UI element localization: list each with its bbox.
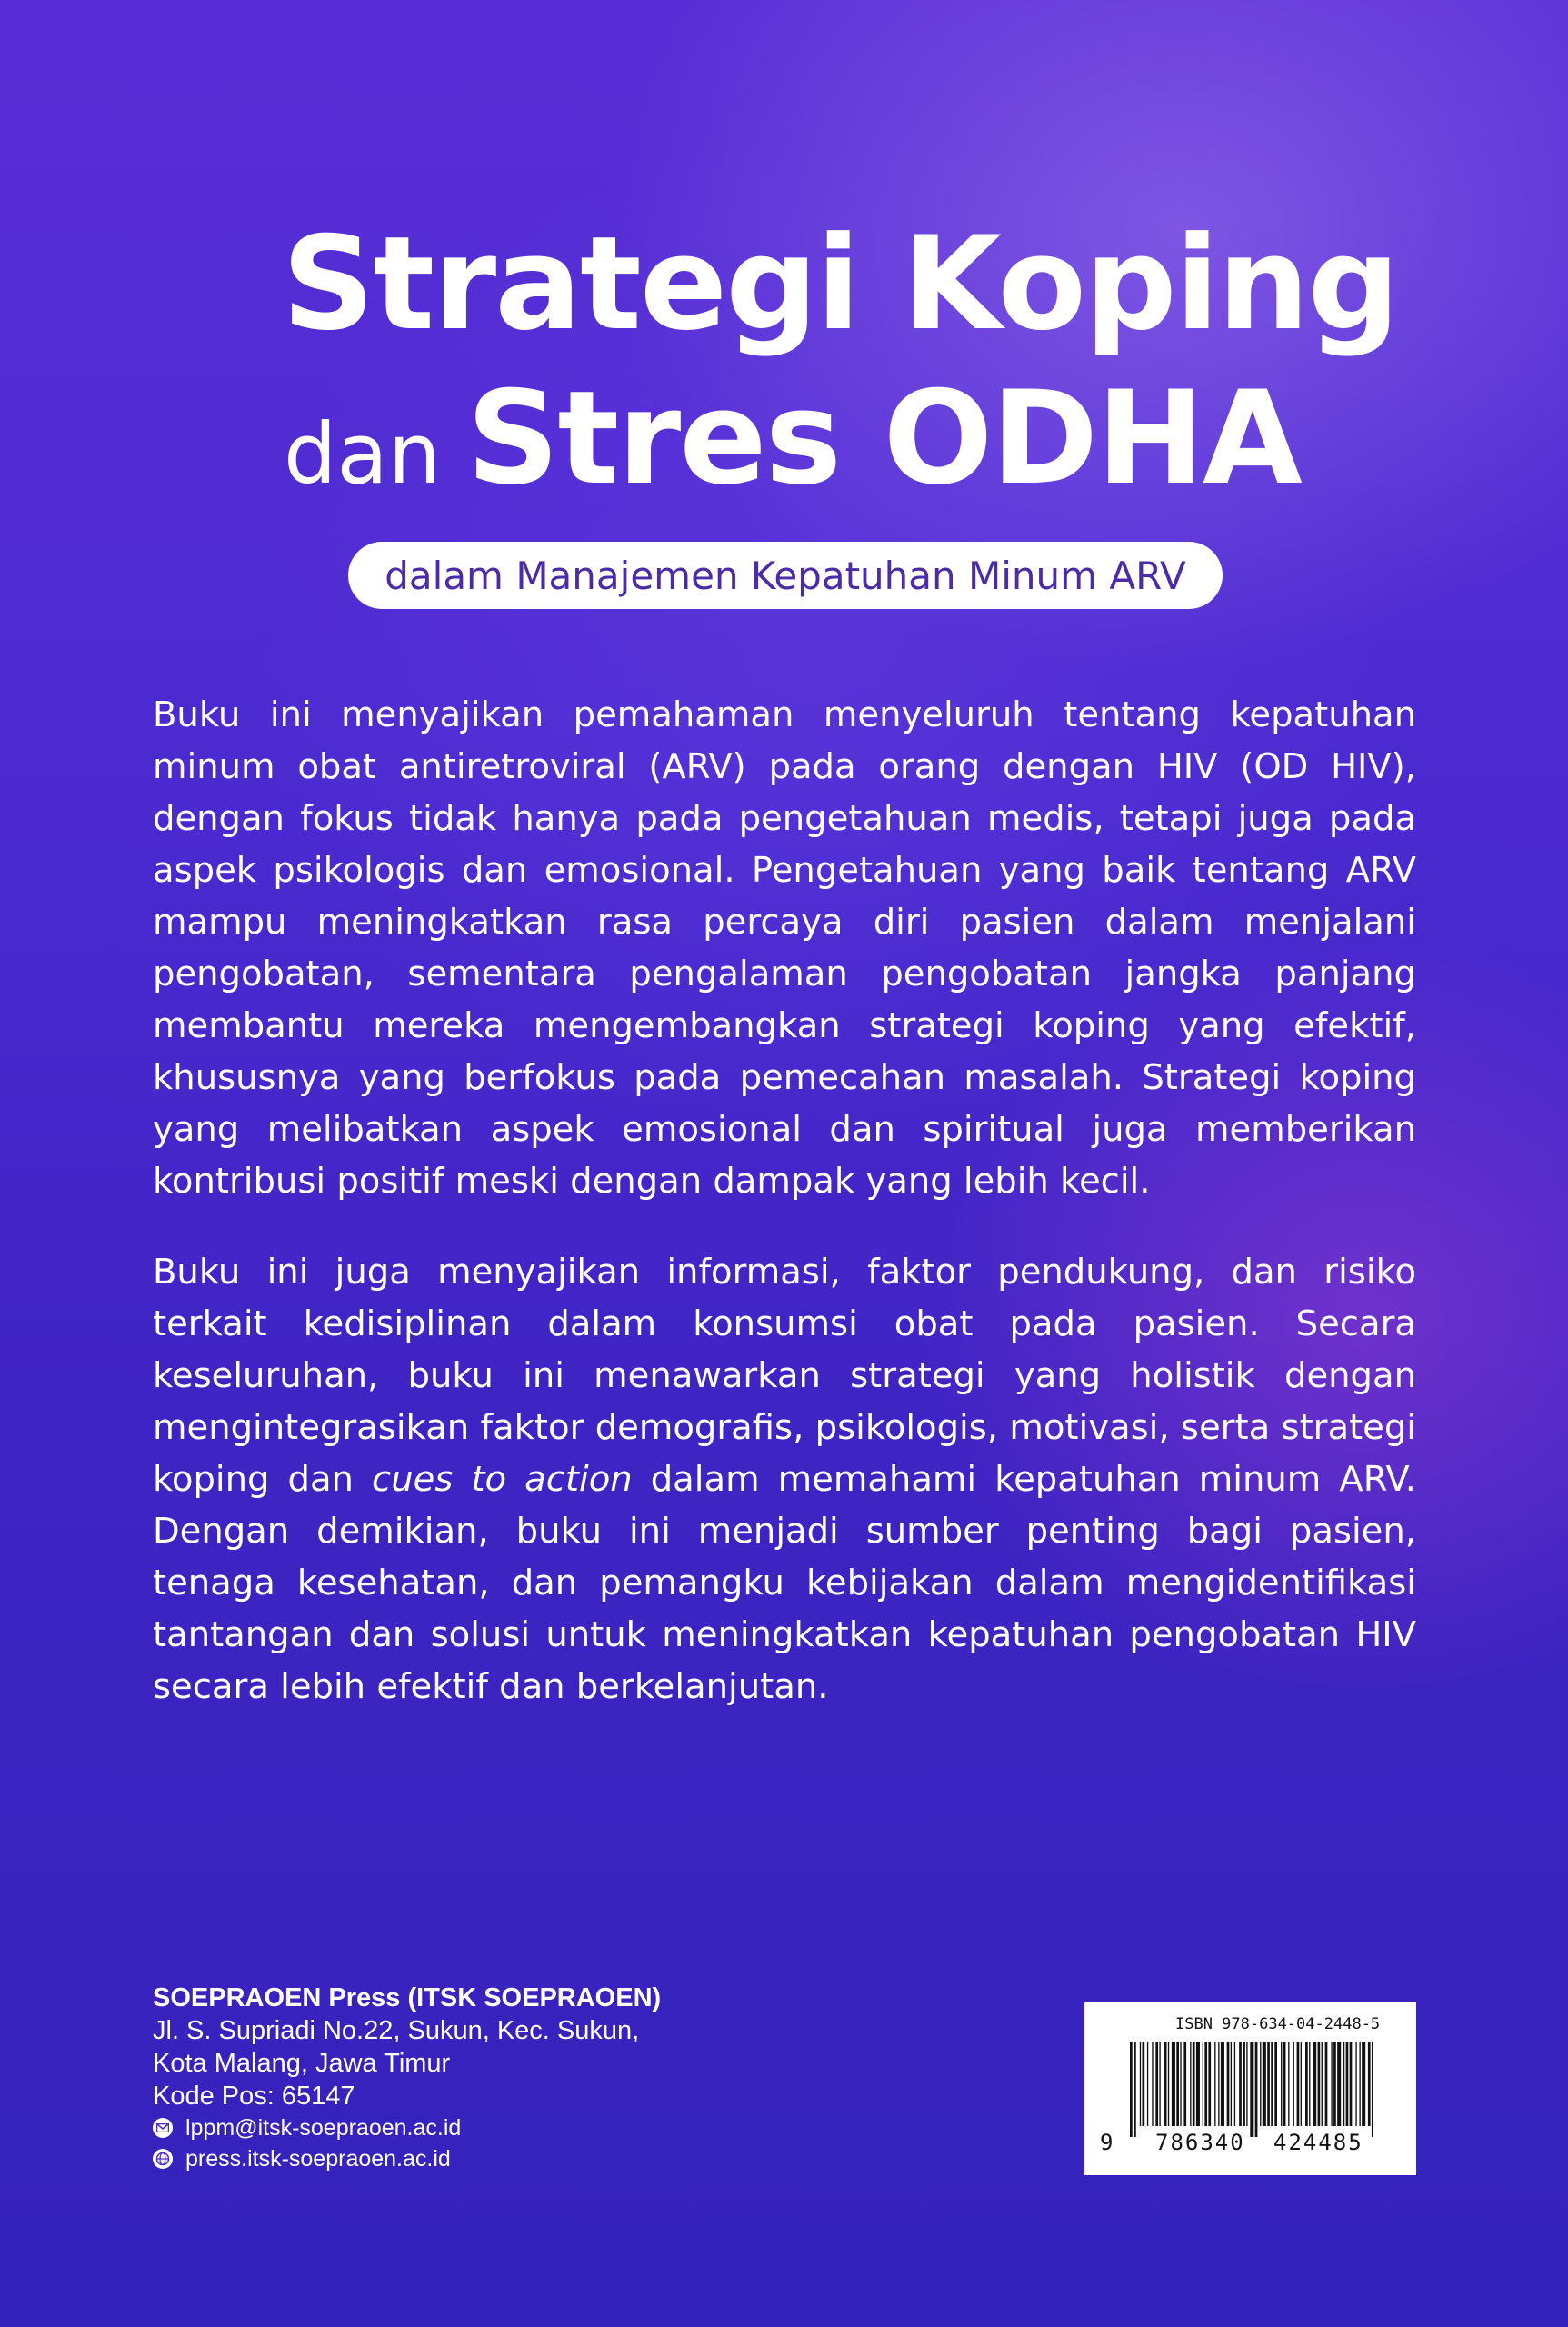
publisher-email[interactable]: lppm@itsk-soepraoen.ac.id [185, 2115, 462, 2141]
publisher-address-1: Jl. S. Supriadi No.22, Sukun, Kec. Sukun, [153, 2016, 640, 2045]
title-main: Stres ODHA [466, 364, 1301, 514]
mail-icon [153, 2118, 173, 2138]
blurb-paragraph-2-start: Buku ini juga menyajikan informasi, faktor pendukung, dan risiko terkait kedisiplinan dalam konsumsi obat pada pasien. Secara keseluruhan, buku ini menawarkan strategi yang holistik dengan mengintegrasikan faktor demografis, psikologis, motivasi, serta strategi koping dan [153, 1252, 1416, 1500]
publisher-address-2: Kota Malang, Jawa Timur [153, 2049, 451, 2078]
title-line-1: Strategi Koping [282, 209, 1399, 359]
barcode-bars [1130, 2042, 1375, 2137]
publisher-website[interactable]: press.itsk-soepraoen.ac.id [185, 2146, 451, 2172]
blurb-paragraph-2-end: dalam memahami kepatuhan minum ARV. Dengan demikian, buku ini menjadi sumber penting bagi pasien, tenaga kesehatan, dan pemangku kebijakan dalam mengidentifikasi tantangan dan solusi untuk meningkatkan kepatuhan pengobatan HIV secara lebih efektif dan berkelanjutan. [153, 1459, 1416, 1707]
blurb-italic-term: cues to action [372, 1459, 633, 1500]
barcode-digit-first: 9 [1100, 2130, 1114, 2155]
publisher-email-row [153, 2112, 661, 2143]
blurb-paragraph-1: Buku ini menyajikan pemahaman menyeluruh tentang kepatuhan minum obat antiretroviral (ARV) pada orang dengan HIV (OD HIV), dengan fokus tidak hanya pada pengetahuan medis, tetapi juga pada aspek psikologis dan emosional. Pengetahuan yang baik tentang ARV mampu meningkatkan rasa percaya diri pasien dalam menjalani pengobatan, sementara pengalaman pengobatan jangka panjang membantu mereka mengembangkan strategi koping yang efektif, khususnya yang berfokus pada pemecahan masalah. Strategi koping yang melibatkan aspek emosional dan spiritual juga memberikan kontribusi positif meski dengan dampak yang lebih kecil. [153, 694, 1416, 1202]
title-conjunction: dan [284, 405, 442, 503]
globe-icon [153, 2149, 173, 2169]
isbn-barcode [1084, 2002, 1416, 2175]
barcode-digits-left: 786340 [1155, 2130, 1245, 2155]
publisher-postal: Kode Pos: 65147 [153, 2082, 355, 2111]
publisher-name: SOEPRAOEN Press (ITSK SOEPRAOEN) [153, 1983, 662, 2012]
subtitle-text: dalam Manajemen Kepatuhan Minum ARV [385, 553, 1186, 598]
subtitle-pill [348, 542, 1223, 609]
barcode-digits-right: 424485 [1273, 2130, 1363, 2155]
publisher-info [153, 1982, 661, 2174]
blurb-paragraph-2 [153, 1246, 1416, 1713]
isbn-number: ISBN 978-634-04-2448-5 [1175, 2015, 1381, 2033]
title-line-2 [284, 364, 1301, 514]
publisher-website-row [153, 2143, 661, 2174]
